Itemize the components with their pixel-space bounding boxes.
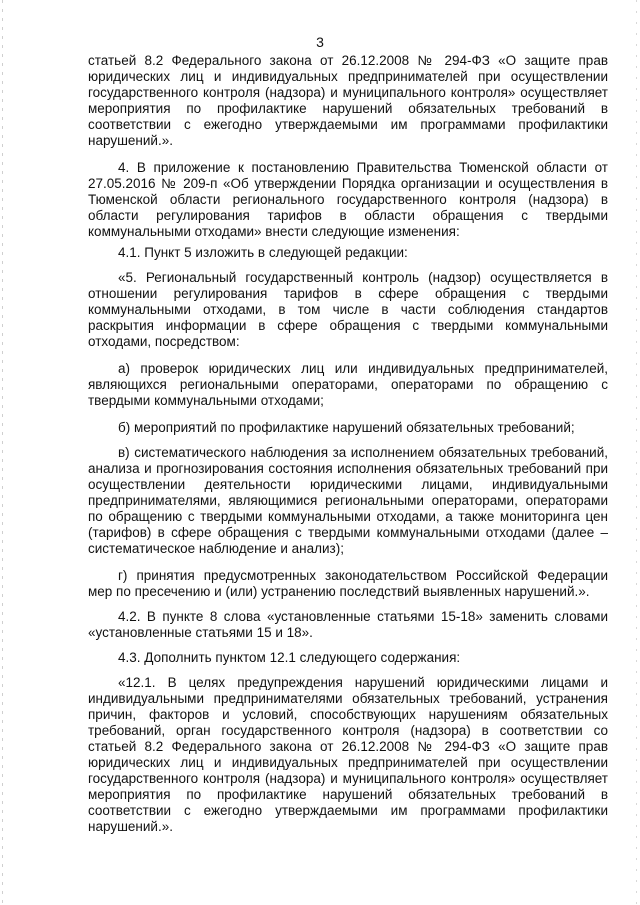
scan-edge-left (2, 0, 3, 905)
paragraph-continuation: статьей 8.2 Федерального закона от 26.12.2008 № 294-ФЗ «О защите прав юридических лиц и индивидуальных предпринимателей при осуществлении государственного контроля (надзора) и муниципального контроля» осуществляет мероприятия по профилактике нарушений обязательных требований в соответствии с ежегодно утверждаемыми им программами профилактики нарушений.». (88, 53, 608, 148)
scan-edge-right (636, 0, 637, 905)
paragraph-subitem-g: г) принятия предусмотренных законодательством Российской Федерации мер по пресечению и (или) устранению последствий выявленных нарушений.». (88, 568, 608, 599)
paragraph-item-4-3: 4.3. Дополнить пунктом 12.1 следующего содержания: (118, 650, 461, 665)
paragraph-subitem-a: а) проверок юридических лиц или индивидуальных предпринимателей, являющихся региональными операторами, операторами по обращению с твердыми коммунальными отходами; (88, 361, 608, 408)
page-number: 3 (316, 34, 324, 50)
paragraph-subitem-b: б) мероприятий по профилактике нарушений обязательных требований; (118, 420, 575, 435)
paragraph-clause-12-1: «12.1. В целях предупреждения нарушений юридическими лицами и индивидуальными предпринимателями обязательных требований, устранения причин, факторов и условий, способствующих нарушениям обязательных требований, орган государственного контроля (надзора) в соответствии со статьей 8.2 Федерального закона от 26.12.2008 № 294-ФЗ «О защите прав юридических лиц и индивидуальных предпринимателей при осуществлении государственного контроля (надзора) и муниципального контроля» осуществляет мероприятия по профилактике нарушений обязательных требований в соответствии с ежегодно утверждаемыми им программами профилактики нарушений.». (88, 675, 608, 834)
paragraph-clause-5: «5. Региональный государственный контроль (надзор) осуществляется в отношении регулирования тарифов в сфере обращения с твердыми коммунальными отходами, в том числе в части соблюдения стандартов раскрытия информации в сфере обращения с твердыми коммунальными отходами, посредством: (88, 270, 608, 349)
paragraph-item-4: 4. В приложение к постановлению Правительства Тюменской области от 27.05.2016 № 209-п «Об утверждении Порядка организации и осуществления в Тюменской области регионального государственного контроля (надзора) в области регулирования тарифов в области обращения с твердыми коммунальными отходами» внести следующие изменения: (88, 160, 608, 239)
paragraph-subitem-v: в) систематического наблюдения за исполнением обязательных требований, анализа и прогнозирования состояния исполнения обязательных требований при осуществлении деятельности юридическими лицами, индивидуальными предпринимателями, являющимися региональными операторами, операторами по обращению с твердыми коммунальными отходами, а также мониторинга цен (тарифов) в сфере обращения с твердыми коммунальными отходами (далее – систематическое наблюдение и анализ); (88, 445, 608, 556)
paragraph-item-4-1: 4.1. Пункт 5 изложить в следующей редакции: (118, 245, 408, 260)
document-body (88, 53, 608, 835)
paragraph-item-4-2: 4.2. В пункте 8 слова «установленные статьями 15-18» заменить словами «установленные статьями 15 и 18». (88, 609, 608, 640)
